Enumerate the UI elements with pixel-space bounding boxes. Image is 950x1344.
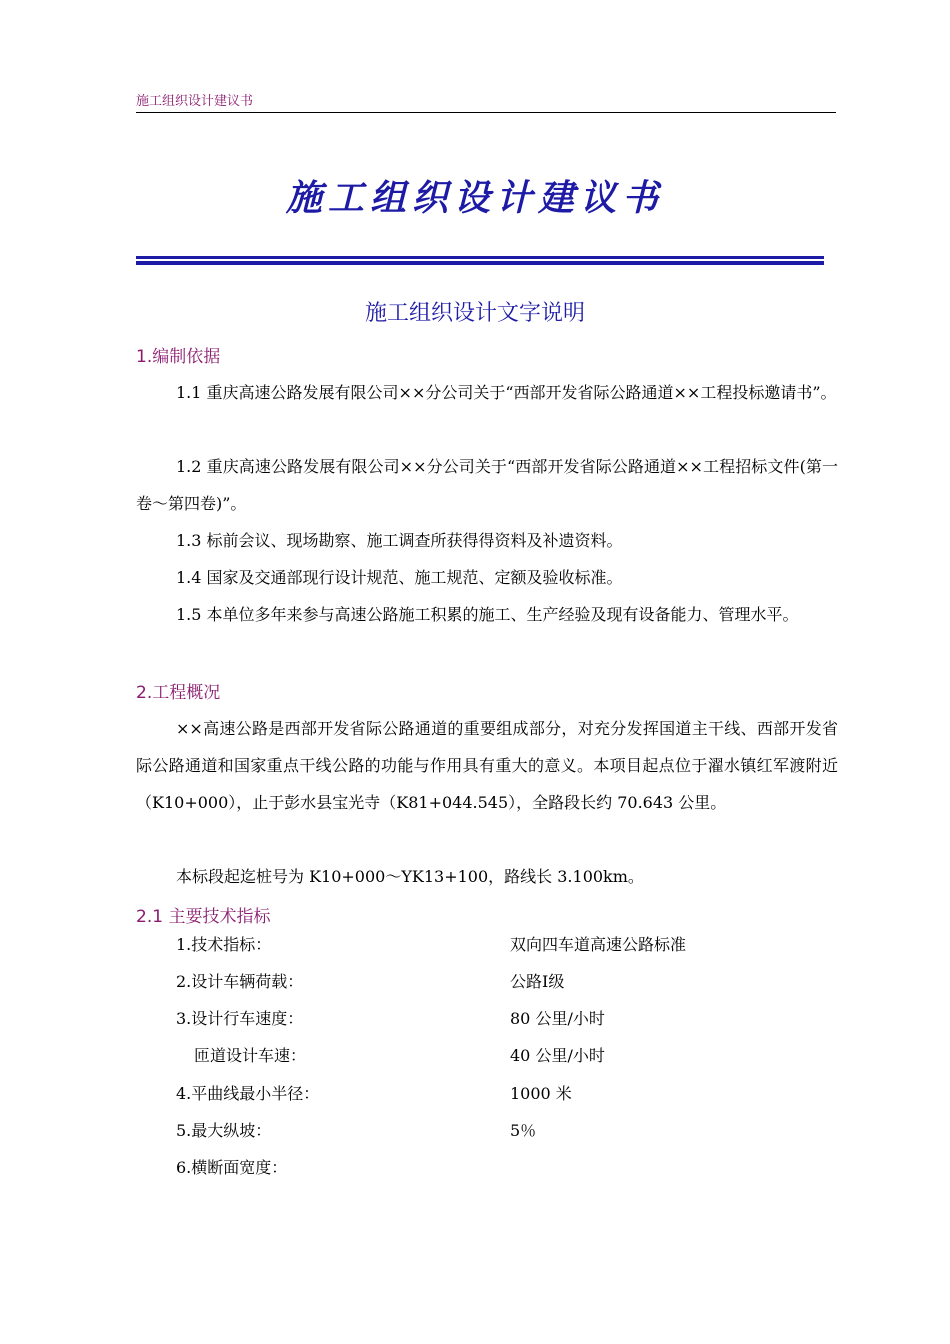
overview-paragraph: ××高速公路是西部开发省际公路通道的重要组成部分，对充分发挥国道主干线、西部开发省际公路通道和国家重点干线公路的功能与作用具有重大的意义。本项目起点位于濯水镇红军渡附近（K10+000），止于彭水县宝光寺（K81+044.545），全路段长约 70.643 公里。 [136, 719, 838, 812]
spec-value: 双向四车道高速公路标准 [510, 935, 687, 954]
spec-row [176, 1155, 836, 1192]
spec-label: 1.技术指标： [176, 935, 272, 954]
spec-value: 40 公里/小时 [510, 1046, 605, 1065]
page-header [136, 90, 836, 113]
spec-row [176, 969, 836, 1006]
spec-row [176, 1118, 836, 1155]
basis-item-1-2: 1.2 重庆高速公路发展有限公司××分公司关于“西部开发省际公路通道××工程招标文件(第一卷～第四卷)”。 [136, 457, 838, 513]
spec-row [176, 1081, 836, 1118]
spec-row [176, 1043, 836, 1080]
spec-label: 2.设计车辆荷载： [176, 972, 304, 991]
document-subtitle: 施工组织设计文字说明 [364, 301, 585, 326]
spec-value: 5％ [510, 1121, 537, 1140]
section-scope-paragraph: 本标段起迄桩号为 K10+000～YK13+100，路线长 3.100km。 [176, 867, 644, 886]
section-2-heading: 2.工程概况 [136, 683, 221, 703]
basis-item-1-3: 1.3 标前会议、现场勘察、施工调查所获得得资料及补遗资料。 [176, 531, 623, 550]
spec-label: 6.横断面宽度： [176, 1158, 288, 1177]
basis-item-1-4: 1.4 国家及交通部现行设计规范、施工规范、定额及验收标准。 [176, 568, 623, 587]
spec-label: 5.最大纵坡： [176, 1121, 272, 1140]
spec-label: 3.设计行车速度： [176, 1009, 304, 1028]
spec-value: 公路Ⅰ级 [510, 972, 565, 991]
spec-value: 1000 米 [510, 1084, 572, 1103]
basis-item-1-5: 1.5 本单位多年来参与高速公路施工积累的施工、生产经验及现有设备能力、管理水平。 [176, 605, 799, 624]
header-text: 施工组织设计建议书 [136, 94, 254, 109]
title-rule-top [136, 256, 824, 259]
basis-item-1-1: 1.1 重庆高速公路发展有限公司××分公司关于“西部开发省际公路通道××工程投标邀请书”。 [176, 383, 837, 402]
spec-label: 4.平曲线最小半径： [176, 1084, 320, 1103]
spec-label: 匝道设计车速： [194, 1046, 307, 1065]
spec-row [176, 1006, 836, 1043]
document-title: 施工组织设计建议书 [285, 177, 664, 219]
section-2-1-heading: 2.1 主要技术指标 [136, 907, 271, 927]
title-rule-bottom [136, 261, 824, 265]
section-1-heading: 1.编制依据 [136, 347, 221, 367]
spec-value: 80 公里/小时 [510, 1009, 605, 1028]
spec-row [176, 932, 836, 969]
